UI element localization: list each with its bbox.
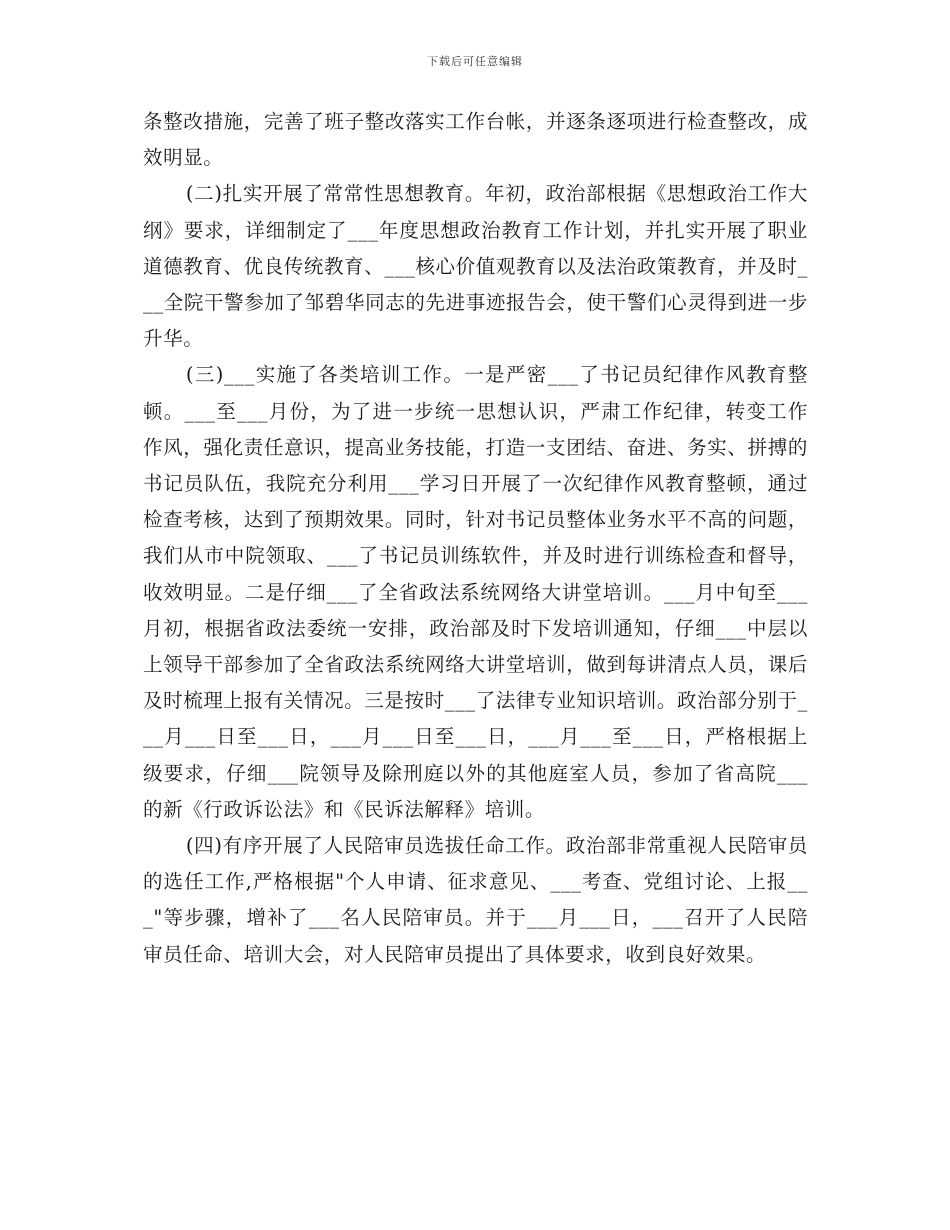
paragraph-section-2: (二)扎实开展了常常性思想教育。年初，政治部根据《思想政治工作大纲》要求，详细制定了___年度思想政治教育工作计划，并扎实开展了职业道德教育、优良传统教育、___核心价值观教育以及法治政策教育，并及时___全院干警参加了邹碧华同志的先进事迹报告会，使干警们心灵得到进一步升华。: [143, 182, 808, 351]
document-body: [143, 104, 808, 973]
paragraph-section-3: (三)___实施了各类培训工作。一是严密___了书记员纪律作风教育整顿。___至___月份，为了进一步统一思想认识，严肃工作纪律，转变工作作风，强化责任意识，提高业务技能，打造一支团结、奋进、务实、拼搏的书记员队伍，我院充分利用___学习日开展了一次纪律作风教育整顿，通过检查考核，达到了预期效果。同时，针对书记员整体业务水平不高的问题，我们从市中院领取、___了书记员训练软件，并及时进行训练检查和督导，收效明显。二是仔细___了全省政法系统网络大讲堂培训。___月中旬至___月初，根据省政法委统一安排，政治部及时下发培训通知，仔细___中层以上领导干部参加了全省政法系统网络大讲堂培训，做到每讲清点人员，课后及时梳理上报有关情况。三是按时___了法律专业知识培训。政治部分别于___月___日至___日，___月___日至___日，___月___至___日，严格根据上级要求，仔细___院领导及除刑庭以外的其他庭室人员，参加了省高院___的新《行政诉讼法》和《民诉法解释》培训。: [143, 363, 808, 821]
page-header: 下载后可任意编辑: [427, 55, 523, 68]
paragraph-section-4: (四)有序开展了人民陪审员选拔任命工作。政治部非常重视人民陪审员的选任工作,严格根据"个人申请、征求意见、___考查、党组讨论、上报___"等步骤，增补了___名人民陪审员。并于___月___日，___召开了人民陪审员任命、培训大会，对人民陪审员提出了具体要求，收到良好效果。: [143, 834, 808, 966]
paragraph-continuation: 条整改措施，完善了班子整改落实工作台帐，并逐条逐项进行检查整改，成效明显。: [143, 110, 808, 170]
